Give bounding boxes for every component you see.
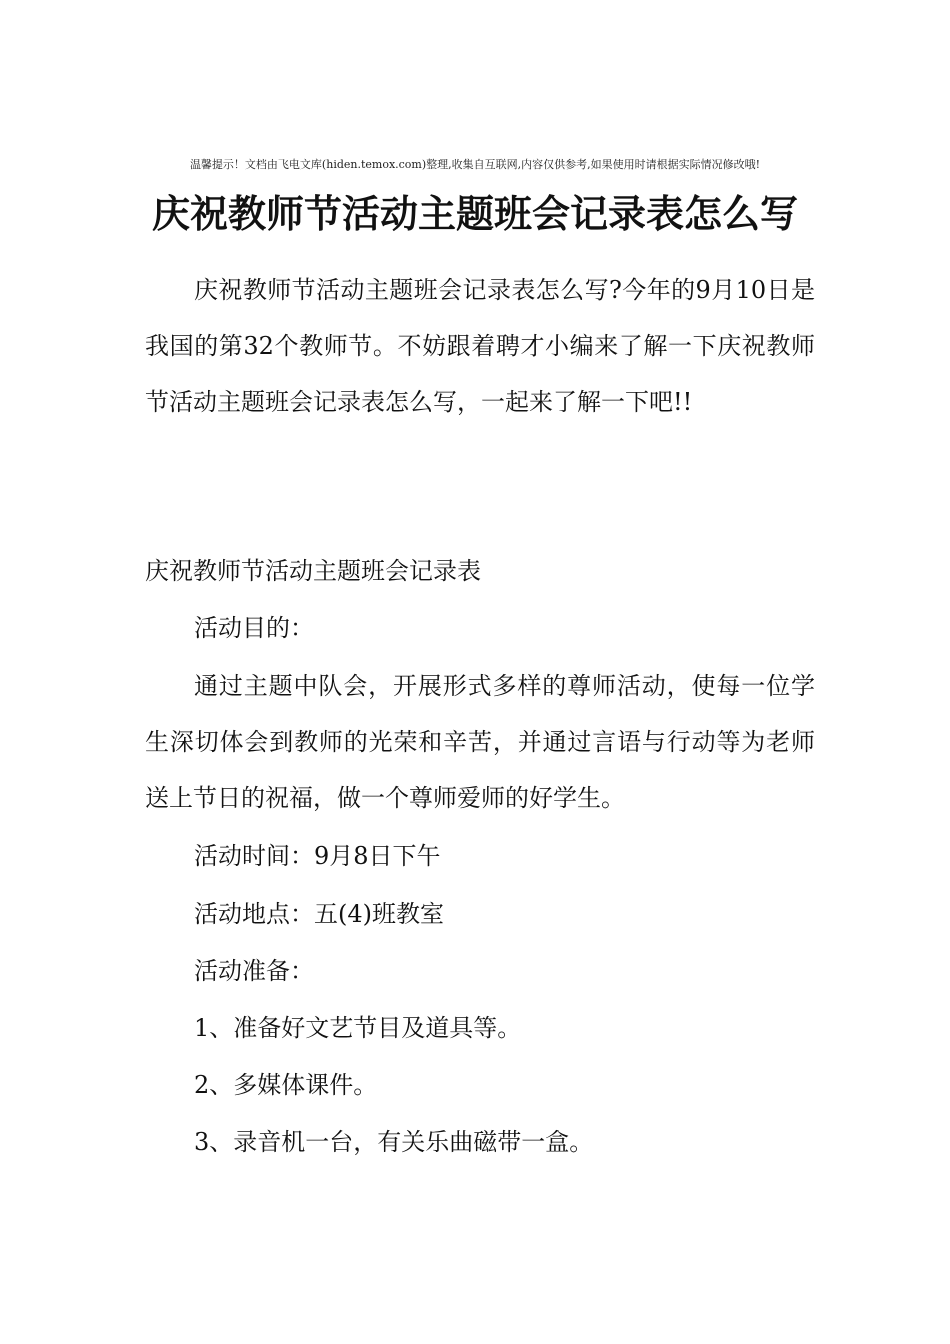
document-title: 庆祝教师节活动主题班会记录表怎么写: [151, 191, 798, 236]
purpose-label: 活动目的：: [194, 614, 314, 642]
intro-paragraph: 庆祝教师节活动主题班会记录表怎么写?今年的9月10日是我国的第32个教师节。不妨跟着聘才小编来了解一下庆祝教师节活动主题班会记录表怎么写，一起来了解一下吧!!: [145, 276, 815, 416]
purpose-paragraph: 通过主题中队会，开展形式多样的尊师活动，使每一位学生深切体会到教师的光荣和辛苦，并通过言语与行动等为老师送上节日的祝福，做一个尊师爱师的好学生。: [145, 672, 815, 812]
section-heading: 庆祝教师节活动主题班会记录表: [145, 557, 481, 585]
preparation-item: 2、多媒体课件。: [194, 1071, 378, 1099]
download-notice: 温馨提示！文档由飞电文库(hiden.temox.com)整理,收集自互联网,内容仅供参考,如果使用时请根据实际情况修改哦!: [189, 158, 761, 171]
activity-place: 活动地点：五(4)班教室: [194, 900, 444, 928]
preparation-item: 3、录音机一台，有关乐曲磁带一盒。: [194, 1128, 594, 1156]
preparation-label: 活动准备：: [194, 957, 314, 985]
activity-time: 活动时间：9月8日下午: [194, 842, 441, 870]
preparation-item: 1、准备好文艺节目及道具等。: [194, 1014, 522, 1042]
